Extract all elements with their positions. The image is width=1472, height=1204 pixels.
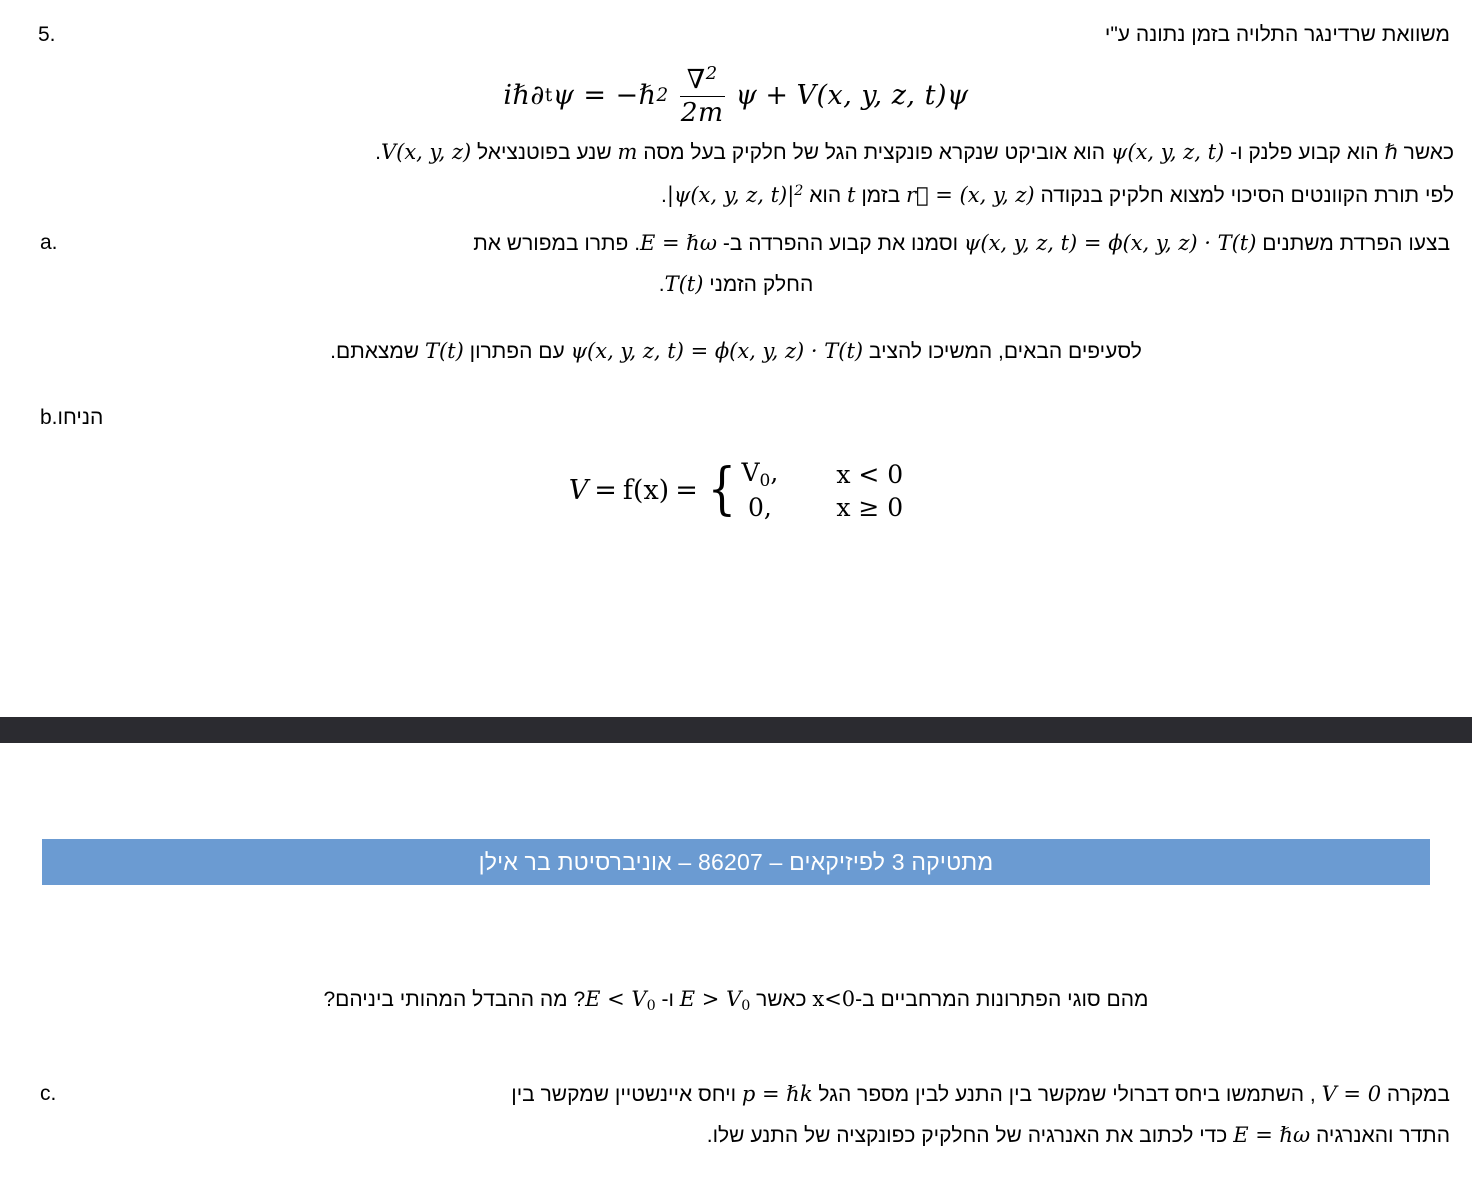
question-title: משוואת שרדינגר התלויה בזמן נתונה ע"י	[1104, 23, 1450, 46]
piecewise-case-1-v: V	[741, 458, 760, 488]
eq-fraction-denominator: 2m	[680, 96, 724, 128]
paragraph-1	[0, 133, 1472, 172]
question-number: 5.	[38, 23, 56, 46]
paragraph-1-text-b: הוא אוביקט שנקרא פונקצית הגל של חלקיק בעל מסה	[643, 141, 1106, 165]
item-c-line-2-text-2: כדי לכתוב את האנרגיה של החלקיק כפונקציה של התנע שלו.	[706, 1123, 1228, 1147]
question-5-row	[0, 0, 1472, 50]
item-a-body	[58, 225, 1450, 262]
paragraph-2-math-r: r⃗ = (x, y, z)	[905, 183, 1035, 208]
item-a-line-2	[0, 266, 1472, 303]
piecewise-case-1-sub: 0	[759, 471, 771, 492]
item-a-line-2-text: החלק הזמני	[709, 273, 814, 297]
item-c-text-3: ויחס איינשטיין שמקשר בין	[511, 1082, 737, 1106]
paragraph-2-math-t: t	[847, 183, 856, 208]
eq-lhs-psi: ψ	[552, 80, 575, 112]
item-a-line-2-math: T(t)	[664, 272, 704, 297]
eq-lhs: iℏ∂	[503, 80, 545, 112]
item-b-letter: b.	[40, 406, 58, 430]
paragraph-2-text-a: לפי תורת הקוונטים הסיכוי למצוא חלקיק בנקודה	[1040, 184, 1454, 208]
piecewise-v: V	[568, 474, 589, 506]
item-a-math-energy: E = ℏω	[640, 231, 717, 256]
slide-divider	[0, 717, 1472, 743]
eq-minus-hbar: −ℏ	[615, 80, 657, 112]
piecewise-definition	[0, 458, 1472, 522]
eq-fraction	[674, 64, 731, 127]
paragraph-1-period: .	[375, 141, 381, 165]
item-c-row	[0, 1076, 1472, 1113]
note-math-1: ψ(x, y, z, t) = ϕ(x, y, z) · T(t)	[570, 339, 864, 364]
eq-potential-term: V(x, y, z, t)ψ	[796, 80, 969, 112]
eq-hbar-power: 2	[656, 85, 669, 107]
piecewise-case-1-value	[741, 458, 778, 491]
q2-math-2	[585, 981, 656, 1024]
piecewise-fx: f(x)	[622, 474, 670, 506]
paragraph-2-math-prob-power: 2	[794, 183, 804, 200]
note-text-3: שמצאתם.	[330, 340, 420, 364]
item-a-text-2: וסמנו את קבוע ההפרדה ב-	[722, 232, 959, 256]
question-line-spatial-solutions	[0, 981, 1472, 1024]
paragraph-1-text-c: שנע בפוטנציאל	[477, 141, 612, 165]
q2-math-2-base: E < V	[585, 987, 647, 1011]
paragraph-2-math-prob-base: |ψ(x, y, z, t)|	[666, 183, 795, 208]
q2-math-1-sub: 0	[741, 997, 751, 1014]
paragraph-2	[0, 172, 1472, 215]
nabla-symbol: ∇	[686, 63, 706, 95]
item-b-text: הניחו	[57, 406, 104, 430]
course-banner	[42, 839, 1430, 885]
q2-text-2: כאשר	[756, 988, 807, 1011]
course-banner-title: מתטיקה 3 לפיזיקאים – 86207 – אוניברסיטת בר אילן	[478, 848, 994, 875]
note-text-2: עם הפתרון	[469, 340, 565, 364]
item-c-math-debroglie: p = ℏk	[741, 1081, 813, 1106]
eq-equals: =	[583, 80, 607, 112]
note-math-2: T(t)	[424, 339, 464, 364]
q2-text-4: ? מה ההבדל המהותי ביניהם?	[323, 988, 586, 1011]
q2-math-x: x<0	[812, 987, 856, 1011]
item-a-text-3: . פתרו במפורש את	[473, 232, 641, 256]
item-c-letter: c.	[40, 1081, 57, 1105]
piecewise-case-1-comma: ,	[770, 458, 779, 488]
paragraph-2-text-b: בזמן	[861, 184, 901, 208]
eq-lhs-sub: t	[544, 85, 553, 107]
schrodinger-equation	[0, 64, 1472, 127]
nabla-power: 2	[705, 63, 718, 84]
item-c-text-1: במקרה	[1386, 1082, 1450, 1106]
piecewise-equals-1: =	[594, 474, 617, 506]
paragraph-1-text-a: כאשר ℏ הוא קבוע פלנק ו-	[1230, 141, 1454, 165]
q2-text-3: ו-	[661, 988, 674, 1011]
q2-text-1: מהם סוגי הפתרונות המרחביים ב-	[855, 988, 1149, 1011]
q2-math-1	[680, 981, 751, 1024]
paragraph-2-math-prob	[667, 172, 804, 214]
piecewise-brace-icon: {	[707, 457, 736, 523]
item-b-row	[0, 400, 1472, 436]
piecewise-case-2-condition: x ≥ 0	[836, 493, 904, 523]
item-c-text-2: , השתמשו ביחס דברולי שמקשר בין התנע לבין מספר הגל	[818, 1082, 1316, 1106]
piecewise-equals-2: =	[675, 474, 698, 506]
item-c-line-2-text-1: התדר והאנרגיה	[1315, 1123, 1450, 1147]
item-c-body	[56, 1076, 1450, 1113]
item-a-line-2-period: .	[658, 273, 665, 297]
piecewise-case-2-value: 0,	[747, 493, 772, 523]
top-section	[0, 0, 1472, 522]
paragraph-1-math-psi: ψ(x, y, z, t)	[1110, 140, 1225, 165]
item-c-line-2	[0, 1115, 1472, 1156]
paragraph-2-text-c: הוא	[809, 184, 842, 208]
item-a-row	[0, 225, 1472, 262]
note-text-1: לסעיפים הבאים, המשיכו להציב	[868, 340, 1142, 364]
bottom-section	[0, 743, 1472, 1156]
q2-math-2-sub: 0	[646, 997, 656, 1014]
piecewise-cases	[741, 458, 903, 522]
eq-plus: +	[765, 80, 789, 112]
paragraph-1-math-m: m	[617, 140, 638, 165]
item-a-math-separation: ψ(x, y, z, t) = ϕ(x, y, z) · T(t)	[963, 231, 1257, 256]
item-c-line-2-math: E = ℏω	[1233, 1122, 1311, 1147]
q2-math-1-base: E > V	[679, 987, 742, 1011]
eq-fraction-numerator	[680, 64, 725, 97]
eq-psi-after-fraction: ψ	[735, 80, 758, 112]
paragraph-2-period: .	[660, 184, 667, 208]
note-line	[0, 333, 1472, 370]
item-a-text-1: בצעו הפרדת משתנים	[1262, 232, 1450, 256]
paragraph-1-math-v: V(x, y, z)	[380, 140, 472, 165]
item-a-letter: a.	[40, 231, 58, 255]
item-c-math-v: V = 0	[1321, 1081, 1382, 1106]
piecewise-case-1-condition: x < 0	[836, 460, 904, 490]
